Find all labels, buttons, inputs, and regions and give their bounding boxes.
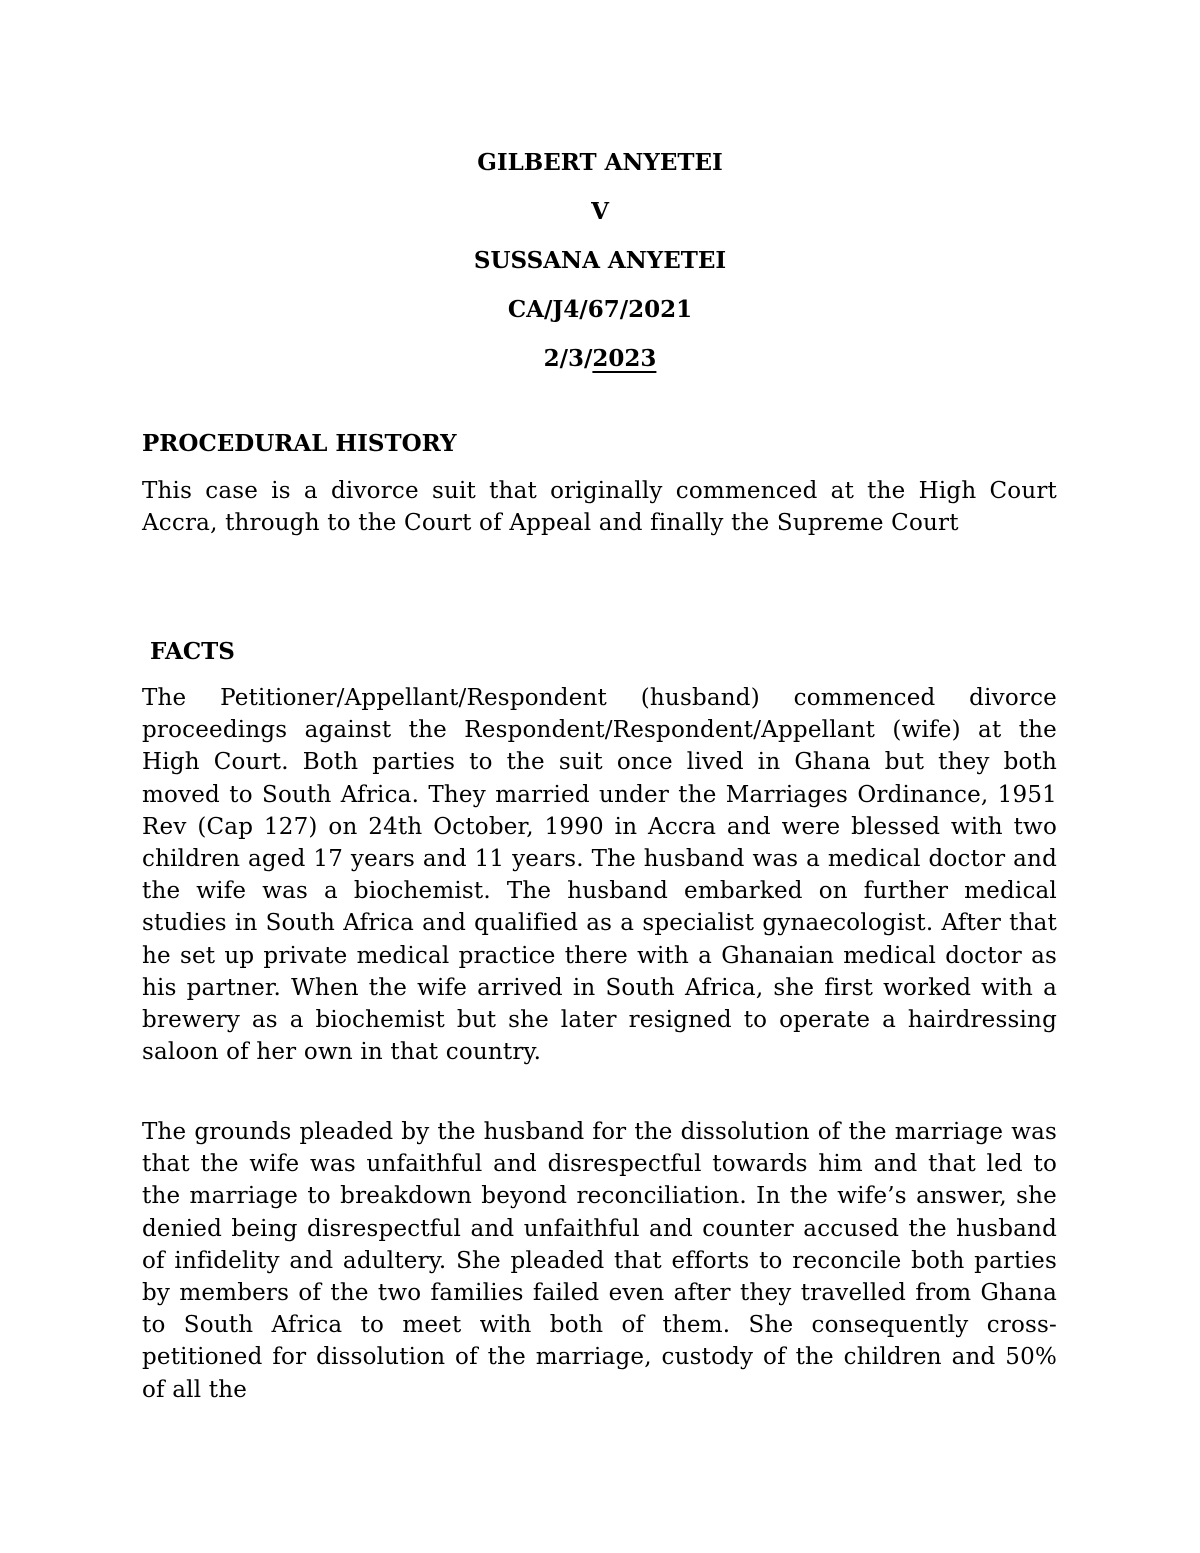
judgment-date-prefix: 2/3/ bbox=[543, 345, 593, 372]
facts-body-1 bbox=[142, 682, 1057, 1068]
facts-paragraph-1: The Petitioner/Appellant/Respondent (husband) commenced divorce proceedings against the Respondent/Respondent/Appellant (wife) at the High Court. Both parties to the suit once lived in Ghana but they both moved to South Africa. They married under the Marriages Ordinance, 1951 Rev (Cap 127) on 24th October, 1990 in Accra and were blessed with two children aged 17 years and 11 years. The husband was a medical doctor and the wife was a biochemist. The husband embarked on further medical studies in South Africa and qualified as a specialist gynaecologist. After that he set up private medical practice there with a Ghanaian medical doctor as his partner. When the wife arrived in South Africa, she first worked with a brewery as a biochemist but she later resigned to operate a hairdressing saloon of her own in that country. bbox=[142, 685, 1057, 1066]
facts-title: FACTS bbox=[150, 638, 235, 665]
petitioner-name: GILBERT ANYETEI bbox=[477, 149, 723, 176]
case-number: CA/J4/67/2021 bbox=[507, 296, 693, 323]
facts-section bbox=[150, 636, 1065, 668]
procedural-history-section bbox=[142, 428, 1057, 460]
judgment-date-year: 2023 bbox=[592, 345, 657, 372]
judgment-date bbox=[0, 334, 1200, 383]
facts-paragraph-2: The grounds pleaded by the husband for the dissolution of the marriage was that the wife was unfaithful and disrespectful towards him and that led to the marriage to breakdown beyond reconciliation. In the wife’s answer, she denied being disrespectful and unfaithful and counter accused the husband of infidelity and adultery. She pleaded that efforts to reconcile both parties by members of the two families failed even after they travelled from Ghana to South Africa to meet with both of them. She consequently cross-petitioned for dissolution of the marriage, custody of the children and 50% of all the bbox=[142, 1119, 1057, 1403]
procedural-history-title: PROCEDURAL HISTORY bbox=[142, 430, 457, 457]
facts-body-2 bbox=[142, 1116, 1057, 1406]
versus-label: V bbox=[591, 198, 609, 225]
procedural-history-body bbox=[142, 475, 1057, 539]
procedural-history-text: This case is a divorce suit that originally commenced at the High Court Accra, through to the Court of Appeal and finally the Supreme Court bbox=[142, 478, 1057, 537]
case-header bbox=[0, 138, 1200, 383]
respondent-name: SUSSANA ANYETEI bbox=[473, 247, 727, 274]
